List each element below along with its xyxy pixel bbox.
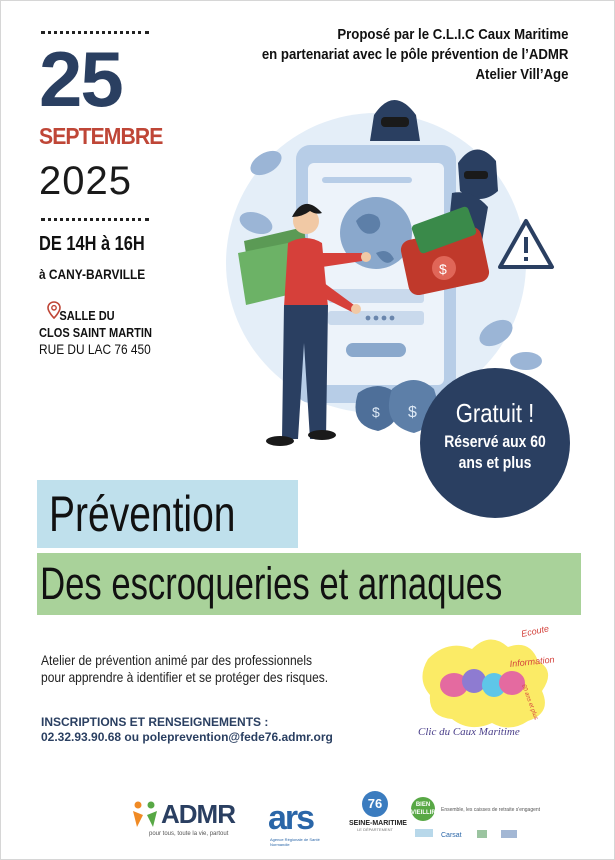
retirement-funds-logos [411, 827, 535, 841]
free-badge-title: Gratuit ! [455, 398, 535, 428]
workshop-description [41, 652, 328, 686]
admr-logo [131, 799, 235, 837]
venue-line: RUE DU LAC 76 450 [39, 341, 151, 357]
free-badge [420, 368, 570, 518]
title-scams [37, 553, 581, 615]
partner-logos [121, 789, 541, 847]
event-town: à CANY-BARVILLE [39, 266, 146, 282]
clic-word: Ecoute [520, 623, 550, 639]
organizer-line: Proposé par le C.L.I.C Caux Maritime [336, 26, 568, 43]
seine-maritime-wordmark: SEINE-MARITIME [349, 820, 407, 827]
venue-address [39, 307, 152, 358]
bien-vieillir-tagline: Ensemble, les caisses de retraite s'engagent [441, 807, 541, 813]
svg-text:$: $ [439, 261, 447, 277]
svg-text:$: $ [372, 404, 380, 420]
registration-contact: 02.32.93.90.68 ou poleprevention@fede76.admr.org [41, 730, 333, 744]
ars-logo [268, 799, 320, 847]
description-line: Atelier de prévention animé par des professionnels [41, 652, 313, 668]
title-line: Prévention [49, 486, 236, 542]
dotted-divider [41, 218, 149, 221]
clic-caux-maritime-logo [414, 623, 564, 748]
event-hours: DE 14H à 16H [39, 233, 145, 255]
description-line: pour apprendre à identifier et se protéger des risques. [41, 669, 329, 685]
carsat-logo: Carsat [441, 832, 462, 839]
admr-people-icon [131, 799, 159, 827]
ars-wordmark: ars [268, 799, 314, 837]
dotted-divider [41, 31, 149, 34]
title-line: Des escroqueries et arnaques [40, 558, 503, 609]
organizer-line: en partenariat avec le pôle prévention de l’ADMR [261, 46, 568, 63]
venue-line: SALLE DU [59, 308, 115, 323]
venue-line: CLOS SAINT MARTIN [39, 325, 152, 340]
event-month: SEPTEMBRE [39, 123, 163, 149]
admr-tagline: pour tous, toute la vie, partout [149, 831, 229, 837]
clic-word: 60 ans et plus [520, 683, 539, 721]
free-badge-subtitle: Réservé aux 60 ans et plus [444, 432, 546, 472]
registration-heading: INSCRIPTIONS ET RENSEIGNEMENTS : [41, 715, 269, 729]
event-day: 25 [39, 35, 122, 123]
admr-wordmark: ADMR [161, 799, 235, 829]
seine-maritime-subtitle: LE DÉPARTEMENT [357, 827, 393, 832]
seine-maritime-logo [349, 789, 407, 832]
clic-caption: Clic du Caux Maritime [418, 726, 520, 738]
bien-vieillir-badge: BIEN VIEILLIR [411, 797, 435, 821]
ars-subtitle: Agence Régionale de Santé Normandie [270, 837, 320, 847]
registration-info [41, 715, 333, 745]
seine-maritime-number: 76 [362, 791, 388, 817]
clic-word: Information [509, 654, 555, 669]
bien-vieillir-logo [411, 797, 541, 839]
organizer-info [261, 25, 568, 85]
event-year: 2025 [39, 159, 132, 203]
svg-text:$: $ [408, 404, 417, 421]
organizer-line: Atelier Vill’Age [475, 66, 568, 83]
title-prevention [37, 480, 298, 548]
